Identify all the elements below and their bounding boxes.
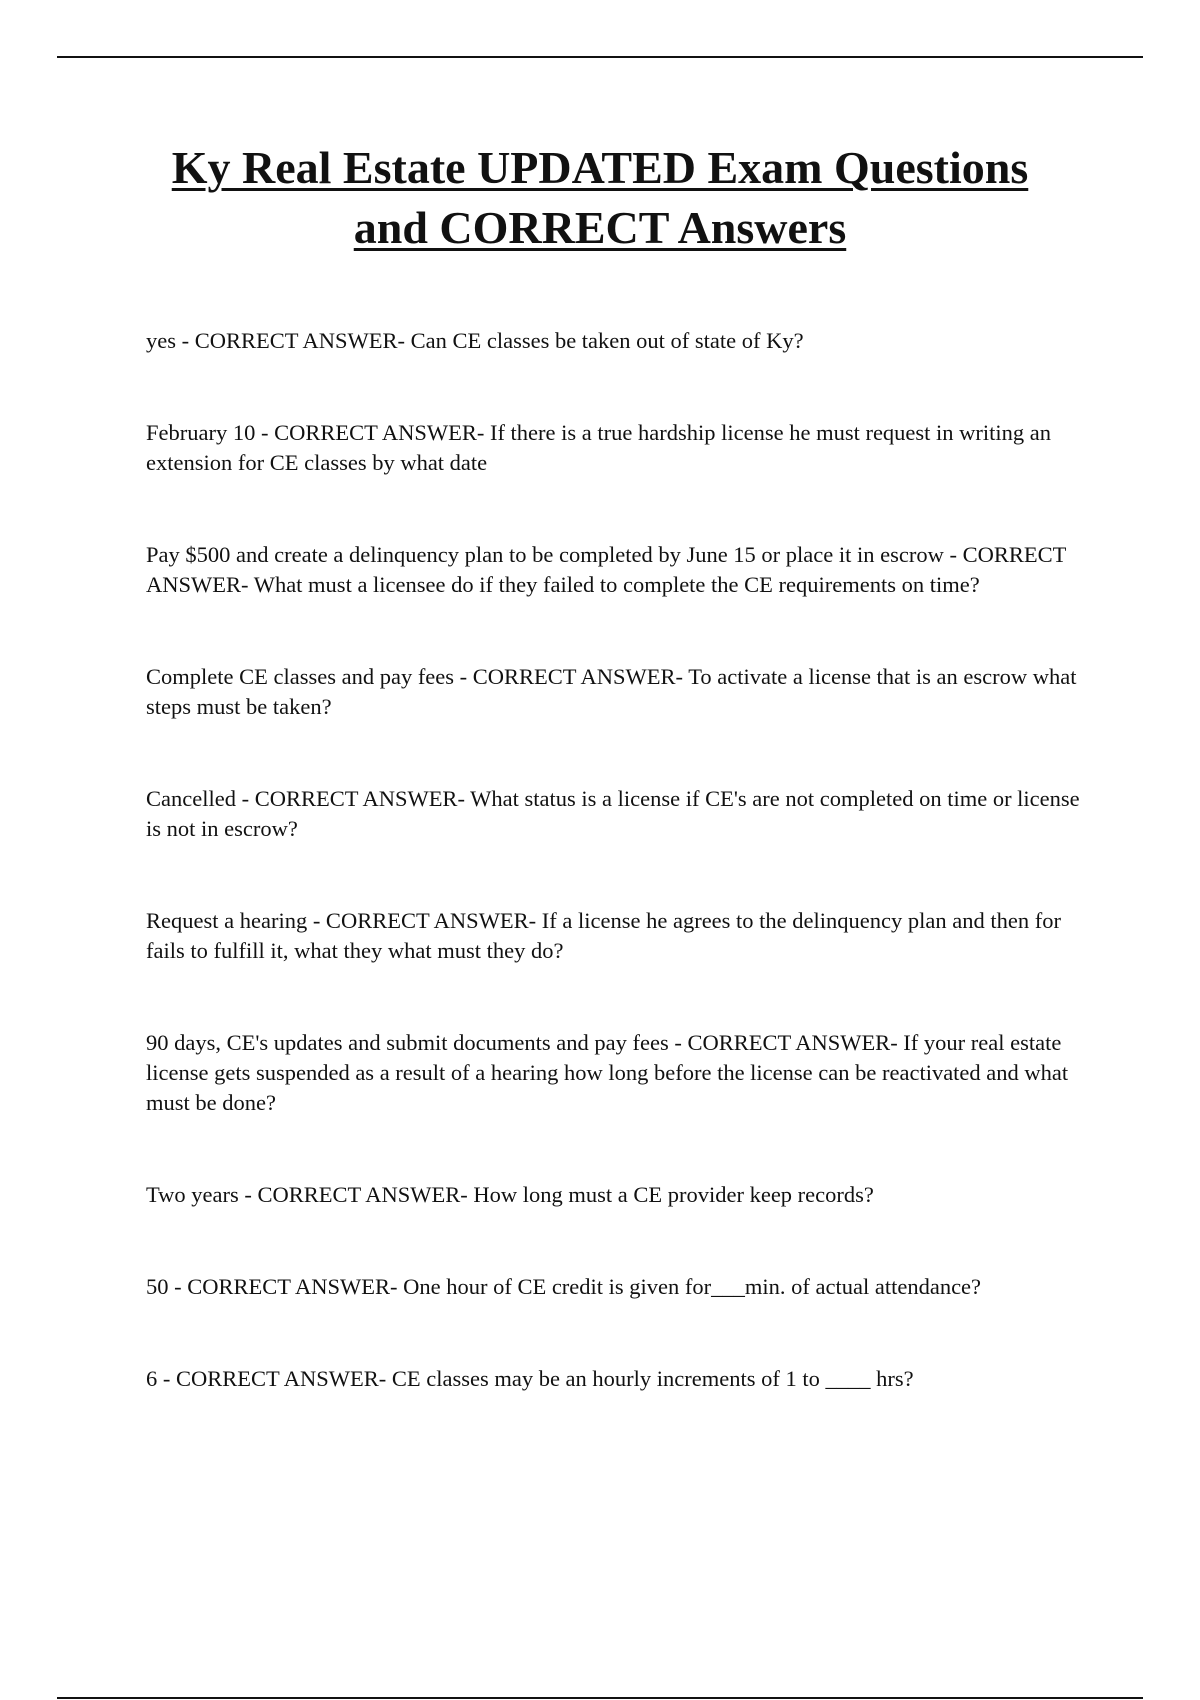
- top-rule: [57, 56, 1143, 58]
- qa-item: February 10 - CORRECT ANSWER- If there is a true hardship license he must request in writing an extension for CE classes by what date: [146, 420, 1052, 475]
- qa-item: 6 - CORRECT ANSWER- CE classes may be an hourly increments of 1 to ____ hrs?: [146, 1366, 914, 1391]
- qa-item: Pay $500 and create a delinquency plan to be completed by June 15 or place it in escrow - CORRECT ANSWER- What must a licensee do if they failed to complete the CE requirements on time?: [146, 542, 1066, 597]
- title-line-1: Ky Real Estate UPDATED Exam Questions: [171, 142, 1029, 193]
- document-title: [0, 138, 1200, 258]
- qa-item: Cancelled - CORRECT ANSWER- What status is a license if CE's are not completed on time or license is not in escrow?: [146, 786, 1080, 841]
- qa-item: yes - CORRECT ANSWER- Can CE classes be taken out of state of Ky?: [146, 328, 804, 353]
- qa-item: 50 - CORRECT ANSWER- One hour of CE credit is given for___min. of actual attendance?: [146, 1274, 982, 1299]
- qa-item: 90 days, CE's updates and submit documents and pay fees - CORRECT ANSWER- If your real estate license gets suspended as a result of a hearing how long before the license can be reactivated and what must be done?: [146, 1030, 1069, 1115]
- bottom-rule: [57, 1697, 1143, 1699]
- title-line-2: and CORRECT Answers: [353, 202, 847, 253]
- qa-item: Two years - CORRECT ANSWER- How long must a CE provider keep records?: [146, 1182, 874, 1207]
- qa-item: Complete CE classes and pay fees - CORRECT ANSWER- To activate a license that is an escrow what steps must be taken?: [146, 664, 1077, 719]
- qa-list: [146, 326, 1086, 1394]
- qa-item: Request a hearing - CORRECT ANSWER- If a license he agrees to the delinquency plan and then for fails to fulfill it, what they what must they do?: [146, 908, 1061, 963]
